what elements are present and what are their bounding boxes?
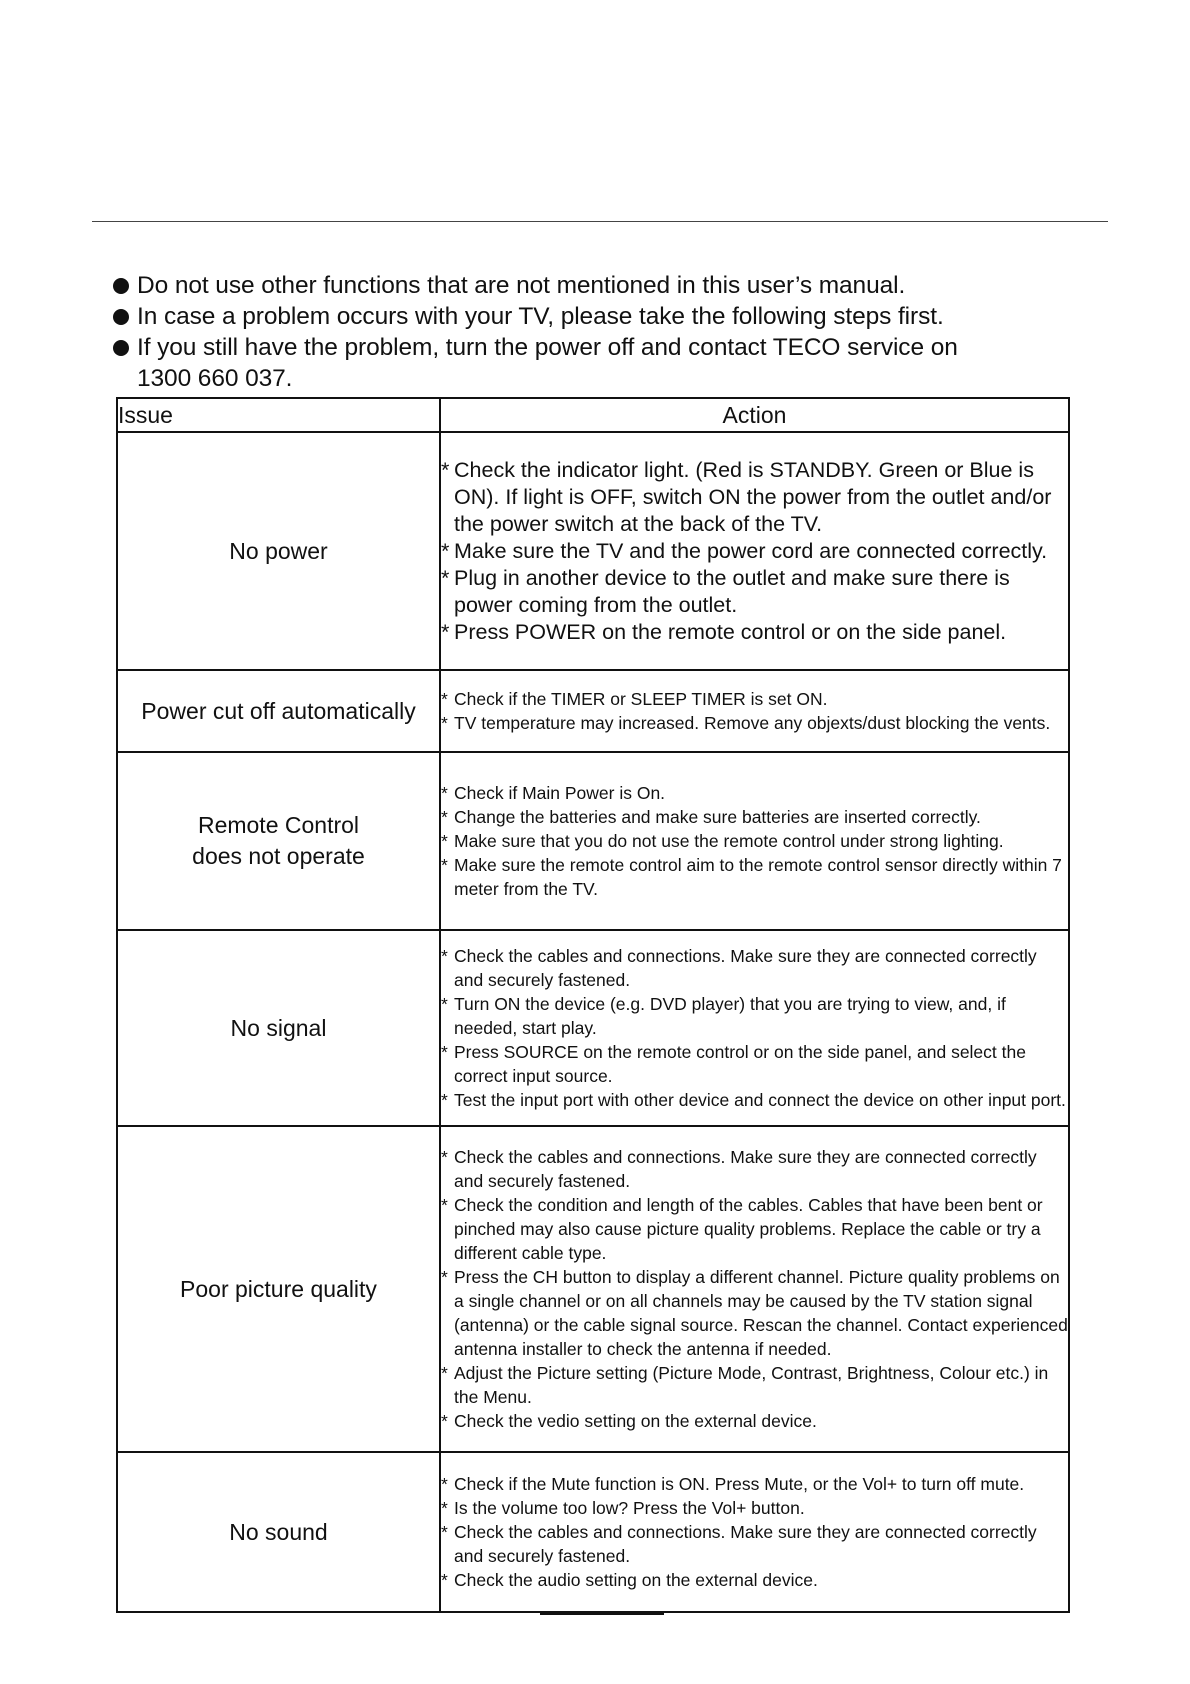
bullet-dot-icon bbox=[113, 340, 129, 356]
action-item: * TV temperature may increased. Remove any objexts/dust blocking the vents. bbox=[441, 713, 1051, 733]
action-cell bbox=[440, 432, 1069, 670]
action-item: * Check if the Mute function is ON. Press Mute, or the Vol+ to turn off mute. bbox=[441, 1474, 1025, 1494]
intro-bullets bbox=[113, 270, 1113, 394]
action-item: * Plug in another device to the outlet and make sure there is power coming from the outlet. bbox=[441, 565, 1010, 617]
action-item: * Check the vedio setting on the external device. bbox=[441, 1411, 817, 1431]
action-item: * Test the input port with other device and connect the device on other input port. bbox=[441, 1090, 1066, 1110]
issue-cell: No power bbox=[117, 432, 440, 670]
action-cell bbox=[440, 1126, 1069, 1452]
action-item: * Check if Main Power is On. bbox=[441, 783, 666, 803]
action-item: * Check the cables and connections. Make sure they are connected correctly and securely fastened. bbox=[441, 946, 1037, 990]
bullet-text: If you still have the problem, turn the power off and contact TECO service on bbox=[137, 334, 958, 361]
action-item: * Change the batteries and make sure batteries are inserted correctly. bbox=[441, 807, 981, 827]
top-divider bbox=[92, 221, 1108, 222]
bullet-text: Do not use other functions that are not mentioned in this user’s manual. bbox=[137, 272, 906, 299]
issue-cell: Remote Control does not operate bbox=[117, 752, 440, 930]
action-item: * Make sure that you do not use the remote control under strong lighting. bbox=[441, 831, 1004, 851]
action-item: * Check the audio setting on the external device. bbox=[441, 1570, 818, 1590]
table-row bbox=[117, 930, 1069, 1126]
table-row bbox=[117, 670, 1069, 752]
bullet-item bbox=[113, 332, 1113, 394]
table-row bbox=[117, 432, 1069, 670]
issue-cell: Poor picture quality bbox=[117, 1126, 440, 1452]
issue-cell: No sound bbox=[117, 1452, 440, 1612]
bullet-item bbox=[113, 301, 1113, 332]
action-item: * Press POWER on the remote control or on the side panel. bbox=[441, 619, 1007, 644]
action-item: * Check if the TIMER or SLEEP TIMER is set ON. bbox=[441, 689, 828, 709]
action-item: * Press SOURCE on the remote control or on the side panel, and select the correct input source. bbox=[441, 1042, 1026, 1086]
action-cell bbox=[440, 752, 1069, 930]
action-item: * Adjust the Picture setting (Picture Mode, Contrast, Brightness, Colour etc.) in the Menu. bbox=[441, 1363, 1049, 1407]
table-row bbox=[117, 752, 1069, 930]
action-item: * Check the cables and connections. Make sure they are connected correctly and securely fastened. bbox=[441, 1522, 1037, 1566]
action-item: * Turn ON the device (e.g. DVD player) that you are trying to view, and, if needed, start play. bbox=[441, 994, 1006, 1038]
footer-rule bbox=[540, 1613, 664, 1615]
action-item: * Press the CH button to display a different channel. Picture quality problems on a single channel or on all channels may be caused by the TV station signal (antenna) or the cable signal source. Rescan the channel. Contact experienced antenna installer to check the antenna if needed. bbox=[441, 1267, 1068, 1359]
issue-cell: Power cut off automatically bbox=[117, 670, 440, 752]
issue-cell: No signal bbox=[117, 930, 440, 1126]
table-row bbox=[117, 1452, 1069, 1612]
service-phone-number: 1300 660 037. bbox=[137, 365, 293, 392]
table-header-row bbox=[117, 398, 1069, 432]
action-item: * Make sure the remote control aim to the remote control sensor directly within 7 meter from the TV. bbox=[441, 855, 1062, 899]
bullet-item bbox=[113, 270, 1113, 301]
troubleshooting-table bbox=[116, 397, 1070, 1613]
action-item: * Check the indicator light. (Red is STANDBY. Green or Blue is ON). If light is OFF, switch ON the power from the outlet and/or the power switch at the back of the TV. bbox=[441, 457, 1052, 536]
action-item: * Make sure the TV and the power cord are connected correctly. bbox=[441, 538, 1048, 563]
action-item: * Check the condition and length of the cables. Cables that have been bent or pinched may also cause picture quality problems. Replace the cable or try a different cable type. bbox=[441, 1195, 1043, 1263]
bullet-dot-icon bbox=[113, 278, 129, 294]
action-item: * Check the cables and connections. Make sure they are connected correctly and securely fastened. bbox=[441, 1147, 1037, 1191]
action-item: * Is the volume too low? Press the Vol+ button. bbox=[441, 1498, 805, 1518]
action-column-header: Action bbox=[440, 398, 1069, 432]
table-row bbox=[117, 1126, 1069, 1452]
action-cell bbox=[440, 930, 1069, 1126]
action-cell bbox=[440, 670, 1069, 752]
issue-column-header: Issue bbox=[117, 398, 440, 432]
bullet-text: In case a problem occurs with your TV, please take the following steps first. bbox=[137, 303, 944, 330]
action-cell bbox=[440, 1452, 1069, 1612]
bullet-dot-icon bbox=[113, 309, 129, 325]
